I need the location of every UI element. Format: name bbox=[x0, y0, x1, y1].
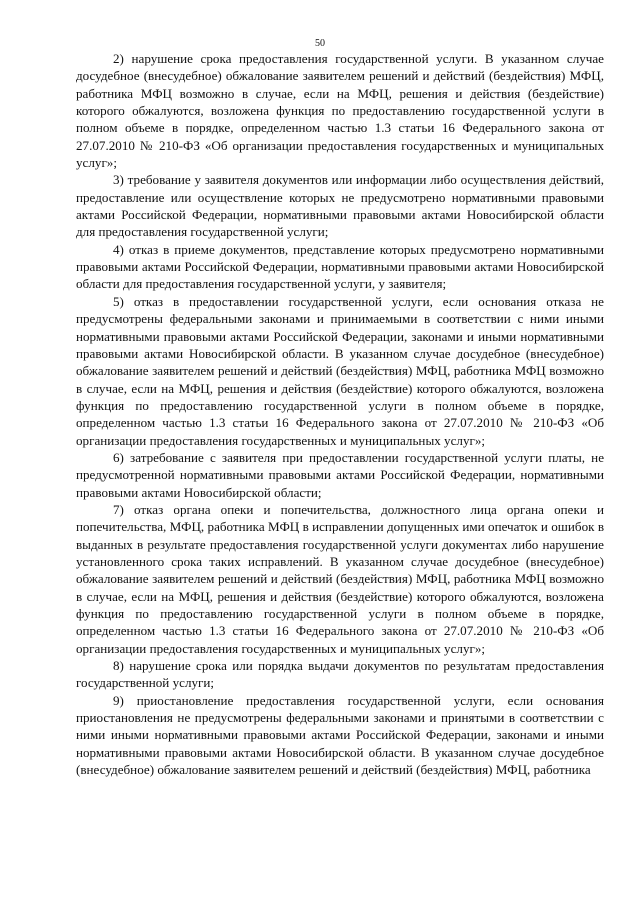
paragraph-item-9: 9) приостановление предоставления государственной услуги, если основания приостановления не предусмотрены федеральными законами и принятыми в соответствии с ними иными нормативными правовыми актами Российской Федерации, законами и иными нормативными правовыми актами Новосибирской области. В указанном случае досудебное (внесудебное) обжалование заявителем решений и действий (бездействия) МФЦ, работника bbox=[76, 692, 604, 778]
page-number: 50 bbox=[315, 38, 325, 49]
document-body bbox=[76, 50, 604, 778]
paragraph-item-8: 8) нарушение срока или порядка выдачи документов по результатам предоставления государственной услуги; bbox=[76, 658, 604, 691]
paragraph-item-4: 4) отказ в приеме документов, представление которых предусмотрено нормативными правовыми актами Российской Федерации, нормативными правовыми актами Новосибирской области для предоставления государственной услуги, у заявителя; bbox=[76, 241, 604, 292]
paragraph-item-3: 3) требование у заявителя документов или информации либо осуществления действий, предоставление или осуществление которых не предусмотрено нормативными правовыми актами Российской Федерации, нормативными правовыми актами Новосибирской области для предоставления государственной услуги; bbox=[76, 172, 604, 240]
paragraph-item-7: 7) отказ органа опеки и попечительства, должностного лица органа опеки и попечительства, МФЦ, работника МФЦ в исправлении допущенных ими опечаток и ошибок в выданных в результате предоставления государственной услуги документах либо нарушение установленного срока таких исправлений. В указанном случае досудебное (внесудебное) обжалование заявителем решений и действий (бездействия) МФЦ, работника МФЦ возможно в случае, если на МФЦ, решения и действия (бездействие) которого обжалуются, возложена функция по предоставлению государственной услуги в полном объеме в порядке, определенном частью 1.3 статьи 16 Федерального закона от 27.07.2010 № 210-ФЗ «Об организации предоставления государственных и муниципальных услуг»; bbox=[76, 501, 604, 656]
paragraph-item-2: 2) нарушение срока предоставления государственной услуги. В указанном случае досудебное (внесудебное) обжалование заявителем решений и действий (бездействия) МФЦ, работника МФЦ возможно в случае, если на МФЦ, решения и действия (бездействие) которого обжалуются, возложена функция по предоставлению государственной услуги в полном объеме в порядке, определенном частью 1.3 статьи 16 Федерального закона от 27.07.2010 № 210-ФЗ «Об организации предоставления государственных и муниципальных услуг»; bbox=[76, 51, 604, 171]
paragraph-item-6: 6) затребование с заявителя при предоставлении государственной услуги платы, не предусмотренной нормативными правовыми актами Российской Федерации, нормативными правовыми актами Новосибирской области; bbox=[76, 449, 604, 500]
paragraph-item-5: 5) отказ в предоставлении государственной услуги, если основания отказа не предусмотрены федеральными законами и принимаемыми в соответствии с ними иными нормативными правовыми актами Российской Федерации, законами и иными нормативными правовыми актами Новосибирской области. В указанном случае досудебное (внесудебное) обжалование заявителем решений и действий (бездействия) МФЦ, работника МФЦ возможно в случае, если на МФЦ, решения и действия (бездействие) которого обжалуются, возложена функция по предоставлению государственной услуги в полном объеме в порядке, определенном частью 1.3 статьи 16 Федерального закона от 27.07.2010 № 210-ФЗ «Об организации предоставления государственных и муниципальных услуг»; bbox=[76, 293, 604, 448]
